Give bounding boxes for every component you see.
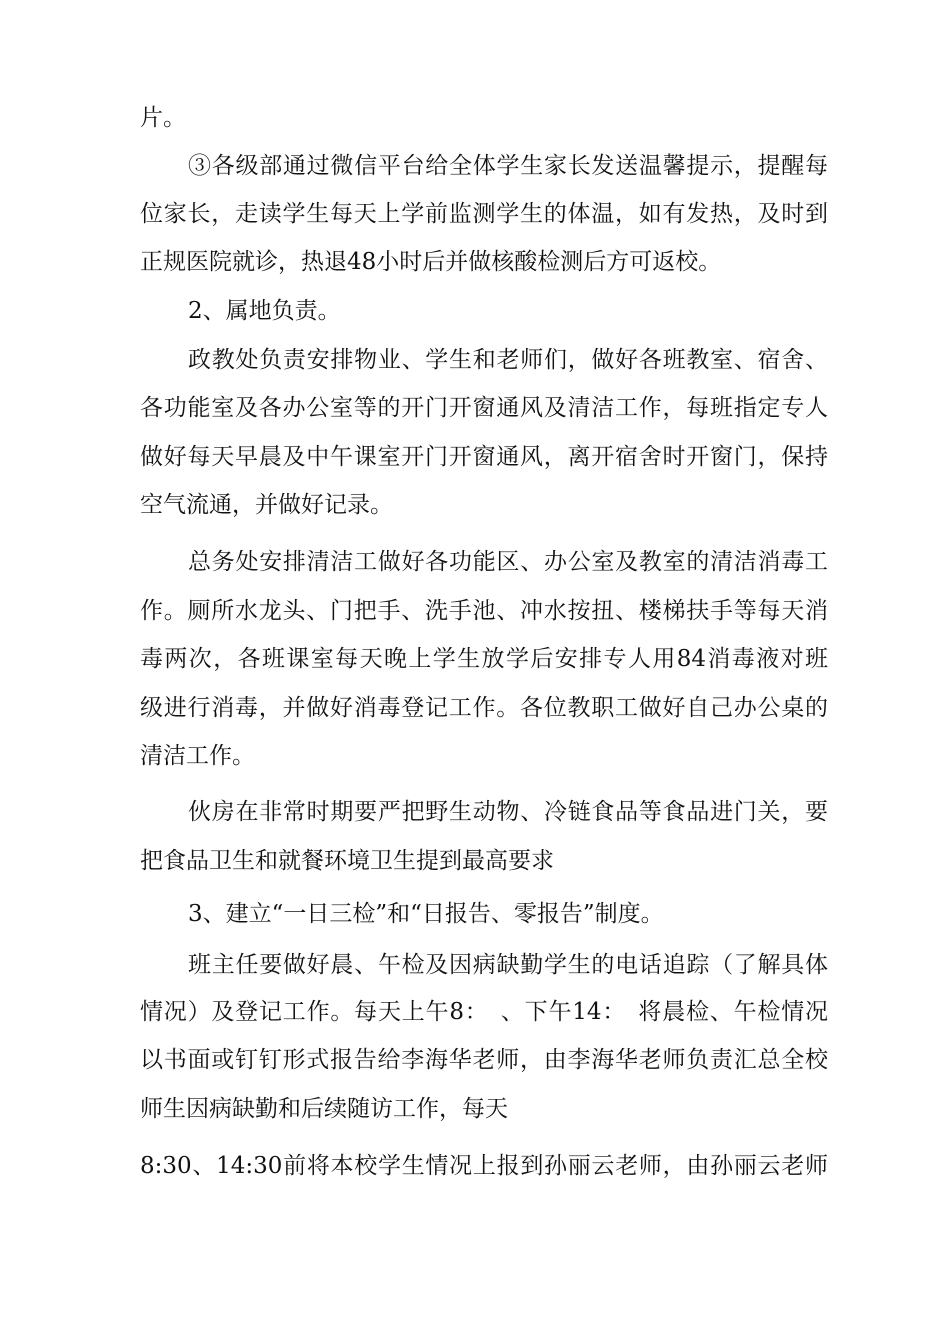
text-line: 位家长，走读学生每天上学前监测学生的体温，如有发热，及时到 xyxy=(140,201,828,227)
section-heading: 3、建立“一日三检”和“日报告、零报告”制度。 xyxy=(188,901,664,927)
text-line: 空气流通，并做好记录。 xyxy=(140,492,393,518)
text-line: 毒两次，各班课室每天晚上学生放学后安排专人用84消毒液对班 xyxy=(140,646,828,672)
text-line: 正规医院就诊，热退48小时后并做核酸检测后方可返校。 xyxy=(140,249,722,275)
text-line: 级进行消毒，并做好消毒登记工作。各位教职工做好自己办公桌的 xyxy=(140,695,828,721)
text-line: 各功能室及各办公室等的开门开窗通风及清洁工作，每班指定专人 xyxy=(140,395,828,421)
text-line: ③各级部通过微信平台给全体学生家长发送温馨提示，提醒每 xyxy=(188,153,828,179)
text-line: 总务处安排清洁工做好各功能区、办公室及教室的清洁消毒工 xyxy=(188,549,828,575)
text-line: 情况）及登记工作。每天上午8： 、下午14： 将晨检、午检情况 xyxy=(140,999,828,1025)
text-line: 以书面或钉钉形式报告给李海华老师，由李海华老师负责汇总全校 xyxy=(140,1047,828,1073)
text-line: 8:30、14:30前将本校学生情况上报到孙丽云老师，由孙丽云老师 xyxy=(140,1153,828,1179)
text-line: 把食品卫生和就餐环境卫生提到最高要求 xyxy=(140,848,554,874)
text-line: 师生因病缺勤和后续随访工作，每天 xyxy=(140,1096,508,1122)
text-line: 伙房在非常时期要严把野生动物、冷链食品等食品进门关，要 xyxy=(188,799,828,825)
text-line: 清洁工作。 xyxy=(140,743,255,769)
text-line: 作。厕所水龙头、门把手、洗手池、冲水按扭、楼梯扶手等每天消 xyxy=(140,598,828,624)
text-line: 政教处负责安排物业、学生和老师们，做好各班教室、宿舍、 xyxy=(188,347,828,373)
text-line: 班主任要做好晨、午检及因病缺勤学生的电话追踪（了解具体 xyxy=(188,952,828,978)
text-line: 做好每天早晨及中午课室开门开窗通风，离开宿舍时开窗门，保持 xyxy=(140,444,828,470)
section-heading: 2、属地负责。 xyxy=(188,298,341,324)
text-line: 片。 xyxy=(140,105,186,131)
